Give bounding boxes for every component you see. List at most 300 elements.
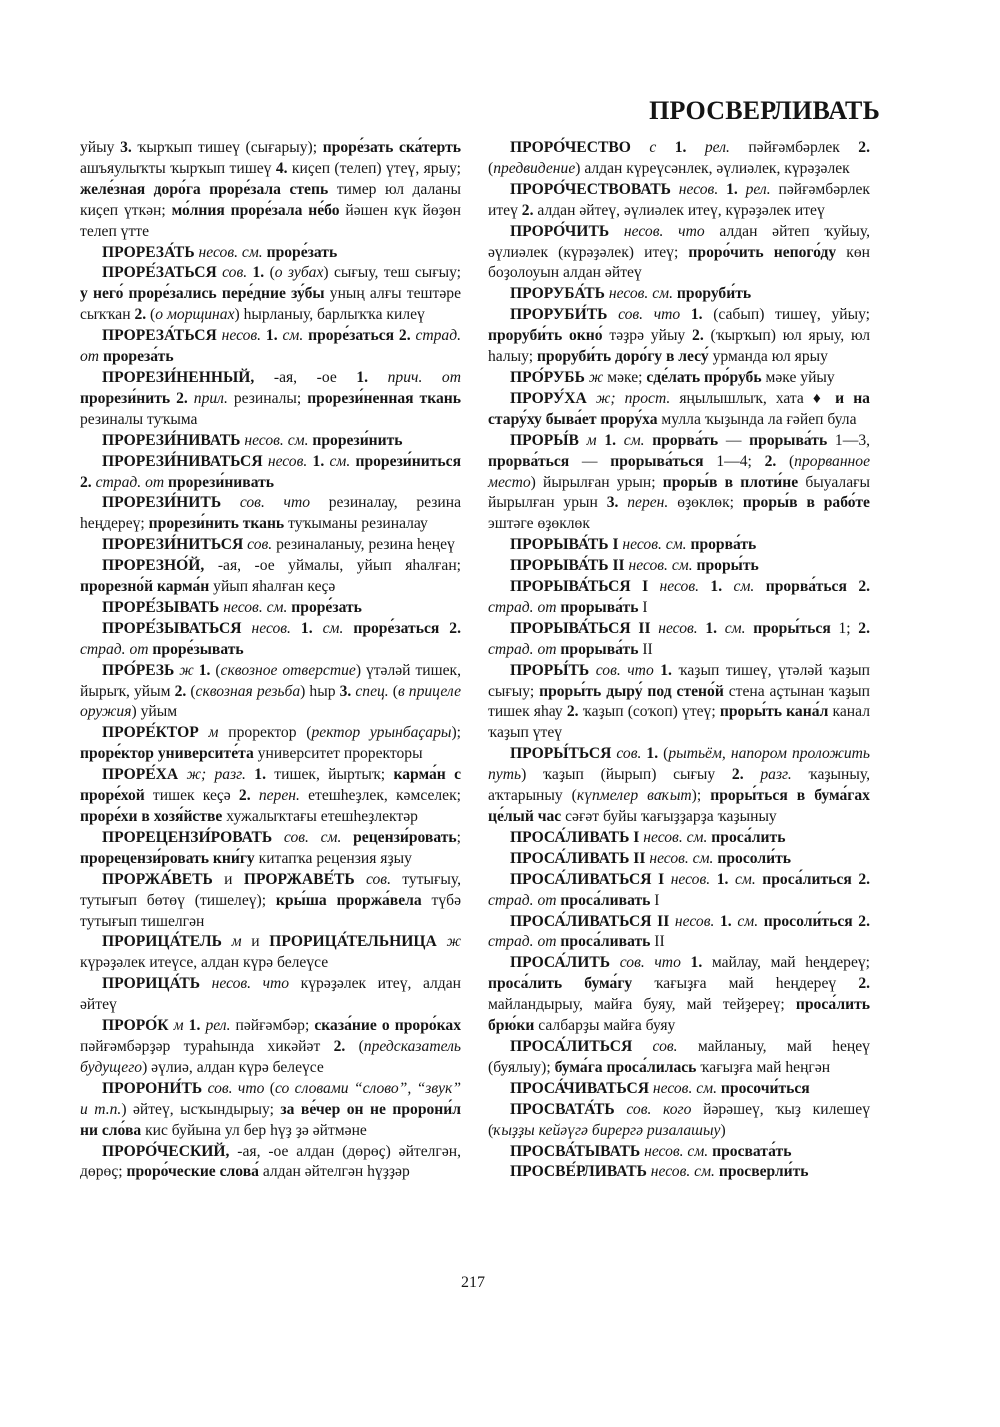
headword: ПРОРЕЗИ́НИТЬСЯ (102, 536, 244, 554)
definition-text: йәшен күк йөҙөн телеп үтте (80, 201, 461, 240)
headword: ПРОРО́ЧЕСКИЙ, (102, 1142, 230, 1160)
definition-text: ( (345, 1037, 364, 1055)
definition-text: урманда юл ярыу (708, 348, 828, 366)
bold-phrase: ♦ (812, 389, 827, 407)
bold-phrase: 2. (333, 1037, 346, 1055)
definition-text: эштәге өҙөклөк (488, 515, 590, 533)
dictionary-entry (488, 953, 870, 1037)
definition-text: ашъяулыҡты ҡырҡып тишеү (80, 159, 276, 177)
definition-text: 1—4; (703, 452, 765, 470)
grammar-label: сов. кого (614, 1100, 692, 1118)
bold-phrase: 3. (120, 139, 132, 156)
definition-text: ); (451, 724, 461, 742)
bold-phrase: 3. (606, 494, 619, 512)
definition-text: резиналаныу, резина һеңеү (272, 536, 455, 554)
headword: ПРОРЕ́ЗЫВАТЬСЯ (102, 619, 242, 637)
bold-phrase: 4. (275, 159, 288, 177)
definition-text: проректор ( (218, 724, 312, 742)
definition-text: I (638, 598, 648, 616)
headword: ПРОРЕ́ЗЫВАТЬ (102, 598, 220, 616)
headword: ПРОСА́ЛИВАТЬСЯ II (510, 912, 670, 930)
dictionary-entry (488, 535, 870, 556)
definition-text: резиналы туҡыма (80, 410, 198, 428)
bold-phrase: прорези́ненная ткань (307, 389, 461, 407)
bold-phrase: 2. (566, 703, 579, 721)
grammar-label: сов. (632, 1037, 678, 1055)
grammar-label: см. (717, 619, 746, 637)
bold-phrase: проса́литься 2. (755, 870, 871, 888)
headword: ПРОРЫ́В (510, 431, 579, 449)
bold-phrase: карма́н с проре́хой (80, 766, 461, 805)
grammar-label: см. (324, 452, 351, 470)
dictionary-entry (488, 1142, 870, 1163)
grammar-label: несов. (670, 180, 719, 198)
grammar-label: прорванное место (488, 452, 871, 491)
grammar-label: см. (722, 578, 755, 596)
definition-text: көн боҙолоуын алдан әйтеү (488, 243, 870, 282)
grammar-label: несов. см. (618, 536, 687, 554)
dictionary-entry (488, 912, 870, 954)
bold-phrase: 1. (680, 954, 703, 972)
bold-phrase: проро́чить непого́ду (688, 243, 837, 261)
headword: ПРОСВА́ТЫВАТЬ (510, 1142, 641, 1160)
dictionary-entry (80, 598, 461, 619)
grammar-label: страд. от (80, 640, 149, 658)
dictionary-entry (488, 870, 870, 912)
grammar-label: несов. (262, 452, 308, 470)
bold-phrase: бума́га проса́лилась (554, 1058, 697, 1076)
definition-text: -ая, -ое алдан (дөрөҫ) әйтелгән, дөрөҫ; (80, 1142, 461, 1181)
bold-phrase: 1. (247, 264, 265, 282)
grammar-label: несов. (664, 870, 711, 888)
bold-phrase: проре́ктор университе́та (80, 745, 254, 763)
bold-phrase: проро́ческие слова́ (126, 1163, 259, 1181)
headword: ПРОСВЕ́РЛИВАТЬ (510, 1163, 647, 1181)
definition-text: — (718, 431, 750, 449)
headword: ПРОРЕЗИ́НИТЬ (102, 494, 222, 512)
definition-text: уйып яһалған кеҫә (209, 578, 336, 596)
bold-phrase: прорва́ться (488, 452, 570, 470)
bold-phrase: проре́заться 2. (303, 327, 411, 345)
definition-text: ) үтәләй тишек, йырыҡ, уйым (80, 661, 462, 700)
dictionary-entry (488, 389, 870, 431)
definition-text: алдан әйтеп ҡуйыу, әүлиәлек (күрәҙәлек) итеү; (488, 222, 870, 261)
bold-phrase: прoруби́ть (673, 285, 752, 303)
bold-phrase: просвата́ть (708, 1142, 792, 1160)
bold-phrase: 1. (356, 368, 369, 386)
definition-text: I (650, 891, 660, 909)
definition-text: хужалыҡтағы етешһеҙлектәр (222, 808, 418, 825)
bold-phrase: проса́ливать (556, 891, 651, 909)
bold-phrase: прорыва́ться (610, 452, 704, 470)
grammar-label: сов. (611, 745, 642, 763)
grammar-label: м (198, 724, 219, 742)
bold-phrase: 1. (697, 619, 718, 637)
grammar-label: несов. (216, 327, 262, 345)
bold-phrase: проса́лить бума́гу (488, 975, 633, 993)
grammar-label: сов. что (607, 306, 681, 324)
dictionary-entry (80, 723, 461, 765)
grammar-label: перен. (618, 494, 669, 512)
grammar-label: несов. см. (240, 431, 309, 449)
definition-text: яңылышлыҡ, хата (670, 389, 813, 407)
headword: ПРО́РУБЬ (510, 368, 585, 386)
dictionary-entry (488, 828, 870, 849)
definition-text: туҡыманы резиналау (284, 515, 428, 533)
grammar-label: рытьём, напором проложить путь (488, 745, 871, 784)
grammar-label: о морщинах (155, 306, 235, 324)
headword: ПРОРЫВА́ТЬ I (510, 536, 619, 554)
grammar-label: см. (731, 912, 759, 930)
grammar-label: в прицеле оружия (80, 682, 462, 721)
definition-text: ( (488, 159, 494, 177)
grammar-label: несов. что (200, 975, 290, 993)
grammar-label: ж (174, 661, 194, 679)
bold-phrase: 1. (261, 327, 278, 345)
bold-phrase: проруби́ть окно́ (488, 327, 603, 345)
dictionary-entry (80, 243, 461, 264)
grammar-label: прил. (187, 389, 228, 407)
dictionary-entry (80, 1016, 461, 1079)
definition-text: мәке уйыу (761, 368, 835, 386)
grammar-label: несов. см. (219, 598, 288, 616)
bold-phrase: 2. (238, 787, 251, 805)
grammar-label: предвидение (493, 159, 576, 177)
definition-text: и (241, 933, 270, 951)
grammar-label: сов. что (589, 661, 654, 679)
grammar-label: см. (312, 619, 344, 637)
definition-text: ) әйтеү, ысҡындырыу; (121, 1100, 281, 1118)
dictionary-entry (80, 452, 461, 494)
definition-text: ( (776, 452, 795, 470)
bold-phrase: проре́заться 2. (343, 619, 461, 637)
bold-phrase: проре́хи в хозя́йстве (80, 808, 223, 825)
bold-phrase: просверли́ть (714, 1163, 809, 1181)
grammar-label: предсказатель будущего (80, 1037, 462, 1076)
bold-phrase: проре́зывать (148, 640, 244, 658)
bold-phrase: прорези́нивать (164, 473, 275, 491)
headword: ПРОРИЦА́ТЬ (102, 975, 201, 993)
headword: ПРОСА́ЛИТЬСЯ (510, 1037, 633, 1055)
definition-text: (ҡырҡып) юл ярыу, юл һалыу; (488, 327, 870, 366)
grammar-label: сов. что (221, 494, 311, 512)
dictionary-entry (488, 619, 870, 661)
grammar-label: страд. от (488, 598, 557, 616)
definition-text: ) ҡаҙып (йырып) сығыу (521, 766, 732, 784)
definition-text: ( (264, 1079, 275, 1097)
bold-phrase: проры́ть дыру́ под стено́й (539, 682, 724, 700)
definition-text: ) сығыу, теш сығыу; (323, 264, 462, 282)
bold-phrase: прорези́ниться 2. (80, 452, 462, 491)
bold-phrase: проса́ливать (556, 933, 651, 951)
headword: ПРОРЖАВЕ́ТЬ (243, 870, 355, 888)
grammar-label: прич. от (368, 368, 461, 386)
grammar-label: сов. (216, 264, 248, 282)
headword: ПРОРЕ́ЗАТЬСЯ (102, 264, 217, 282)
dictionary-entry (80, 535, 461, 556)
bold-phrase: кры́ша прoржа́вела (275, 891, 422, 909)
dictionary-entry (488, 138, 870, 180)
bold-phrase: 2. (134, 306, 147, 324)
grammar-label: несов. (650, 619, 698, 637)
definition-text: -ая, -ое уймалы, уйып яһалған; (204, 557, 461, 575)
bold-phrase: проруби́ть доро́гу в лесу́ (536, 348, 709, 366)
dictionary-entry (488, 222, 870, 285)
definition-text: ) уйым (131, 703, 178, 721)
definition-text: университет проректоры (253, 745, 423, 763)
definition-text: тутығыу, тутығып бөтөү (тишелеү); (80, 870, 461, 909)
grammar-label: ж (436, 933, 461, 951)
definition-text: -ая, -ое (254, 368, 357, 386)
bold-phrase: желе́зная доро́га проре́зала степь (80, 180, 329, 198)
definition-text: ) әүлиә, алдан күрә белеүсе (142, 1058, 324, 1076)
running-head: ПРОСВЕРЛИВАТЬ (649, 96, 880, 125)
definition-text: 1; (830, 619, 859, 637)
headword: ПРОРО́К (102, 1017, 169, 1035)
bold-phrase: 1. (307, 452, 325, 470)
headword: ПРОРЕЗИ́НИВАТЬ (102, 431, 241, 449)
bold-phrase: 2. (858, 975, 871, 993)
headword: ПРОРЕ́ХА (102, 766, 179, 784)
definition-text: ( (264, 264, 275, 282)
bold-phrase: прорва́ть (644, 431, 719, 449)
page-number: 217 (461, 1274, 485, 1291)
definition-text: ( (658, 745, 669, 763)
definition-text: йәрәшеү, ҡыҙ килешеү ( (488, 1100, 870, 1139)
headword: ПРОРИЦА́ТЕЛЬНИЦА (269, 933, 437, 951)
grammar-label: несов. см. (624, 557, 693, 575)
bold-phrase: прорыва́ть (556, 598, 639, 616)
bold-phrase: 1. (183, 1017, 201, 1035)
dictionary-entry (80, 1079, 461, 1142)
bold-phrase: прорецензи́ровать кни́гу (80, 849, 255, 867)
definition-text: ) алдан күреүсәнлек, әүлиәлек, күрәҙәлек (575, 159, 850, 177)
bold-phrase: прорези́нить 2. (80, 389, 188, 407)
definition-text: ) һырланыу, барлыҡҡа килеү (234, 306, 425, 324)
headword: ПРОРЫ́ТЬСЯ (510, 745, 612, 763)
headword: ПРОРО́ЧЕСТВО (510, 139, 631, 156)
bold-phrase: 1. (714, 912, 732, 930)
grammar-label: сквозное отверстие (220, 661, 356, 679)
headword: ПРОРЕЗИ́НИВАТЬСЯ (102, 452, 263, 470)
bold-phrase: рецензи́ровать (341, 828, 457, 846)
dictionary-entry (80, 619, 461, 661)
definition-text: түбә тутығып тишелгән (80, 891, 462, 930)
bold-phrase: мо́лния проре́зала не́бо (171, 201, 340, 219)
bold-phrase: проры́в в плоти́не (662, 473, 799, 491)
bold-phrase: прорыва́ть (556, 640, 639, 658)
definition-text: ҡаҙып (соҡоп) үтеү; (578, 703, 720, 721)
definition-text: ( (210, 661, 221, 679)
dictionary-entry (80, 765, 461, 828)
definition-text: пәйғәмбәрлек (729, 139, 859, 156)
grammar-label: рел. (737, 180, 771, 198)
grammar-label: несов. см. (645, 849, 714, 867)
grammar-label: сов. см. (272, 828, 342, 846)
definition-text: салбарҙы майға буяу (534, 1017, 676, 1035)
dictionary-entry (488, 849, 870, 870)
headword: ПРОРО́ЧИТЬ (510, 222, 610, 240)
definition-text: и (212, 870, 244, 888)
dictionary-entry (80, 932, 461, 974)
definition-text: майландырыу, майға буяу, май тейҙереү; (488, 996, 796, 1014)
dictionary-entry (80, 263, 461, 326)
definition-text: өҙөклөк; (668, 494, 743, 512)
bold-phrase: прореза́ть (99, 348, 174, 366)
definition-text: ( (388, 682, 398, 700)
bold-phrase: прорези́нить ткань (148, 515, 285, 533)
bold-phrase: просочи́ться (717, 1079, 810, 1097)
grammar-label: перен. (250, 787, 300, 805)
dictionary-entry (80, 138, 461, 243)
bold-phrase: прорези́нить (308, 431, 403, 449)
definition-text: ҡағыҙға май һеңдереү (632, 975, 859, 993)
headword: ПРОСА́ЛИВАТЬ I (510, 828, 640, 846)
grammar-label: күпмелер ваҡыт (576, 787, 692, 805)
headword: ПРОРЕЗА́ТЬ (102, 243, 195, 261)
definition-text: резиналау, резина һеңдереү; (80, 494, 461, 533)
left-column (80, 138, 461, 1183)
bold-phrase: за ве́чер он не пророни́л ни сло́ва (80, 1100, 461, 1139)
definition-text: тимер юл даланы киҫеп үткән; (80, 180, 461, 219)
definition-text: мәке; (603, 368, 647, 386)
bold-phrase: 1. (680, 306, 703, 324)
grammar-label: см. (616, 431, 645, 449)
grammar-label: сов. (243, 536, 273, 554)
grammar-label: несов. см. (639, 828, 708, 846)
definition-text: ; (456, 828, 461, 846)
headword: ПРОСА́ЛИВАТЬСЯ I (510, 870, 665, 888)
grammar-label: м (221, 933, 242, 951)
definition-text: быуалағы йырылған урын (488, 473, 870, 512)
bold-phrase: сде́лать про́рубь (646, 368, 762, 386)
bold-phrase: 2. (858, 139, 870, 156)
bold-phrase: проры́ться (745, 619, 831, 637)
definition-text: уның алғы тештәре сыҡҡан (80, 285, 461, 324)
headword: ПРОРЕЦЕНЗИ́РОВАТЬ (102, 828, 273, 846)
grammar-label: несов. (648, 578, 700, 596)
grammar-label: страд. от (488, 640, 557, 658)
definition-text: күрәҙәлек итеү, алдан әйтеү (80, 975, 461, 1014)
grammar-label: сов. что (610, 954, 681, 972)
grammar-label: сквозная резьба (195, 682, 301, 700)
definition-text: тишек, йыртыҡ; (265, 766, 394, 784)
definition-text: ) һыр (300, 682, 340, 700)
dictionary-entry (488, 661, 870, 745)
definition-text: алдан әйтеү, әүлиәлек итеү, күрәҙәлек итеү (533, 201, 825, 219)
bold-phrase: 2. (692, 327, 704, 345)
dictionary-entry (80, 556, 461, 598)
bold-phrase: проры́ться в бума́гах це́лый час (488, 787, 870, 825)
dictionary-entry (80, 1142, 461, 1184)
definition-text: алдан әйтелгән һүҙҙәр (258, 1163, 410, 1181)
headword: ПРОРЫВА́ТЬСЯ I (510, 578, 649, 596)
definition-text: ) йырылған урын; (530, 473, 663, 491)
bold-phrase: сказа́ние о проро́ках (314, 1017, 462, 1035)
bold-phrase: и на стару́ху быва́ет прору́ха (488, 389, 870, 428)
headword: ПРОРЕ́КТОР (102, 724, 199, 742)
bold-phrase: прорва́ться (754, 578, 847, 596)
definition-text: ) (720, 1121, 726, 1139)
grammar-label: страд. от (80, 327, 462, 366)
definition-text: ҡырҡып тишеү (сығарыу); (131, 139, 323, 156)
headword: ПРОРУБА́ТЬ (510, 285, 605, 303)
grammar-label: страд. от (488, 933, 557, 951)
definition-text: стена аҫтынан ҡаҙып тишек яһау (488, 682, 871, 721)
definition-text: етешһеҙлек, кәмселек; (299, 787, 461, 805)
definition-text: күрәҙәлек итеүсе, алдан күрә белеүсе (80, 954, 329, 972)
definition-text: пәйғәмбәрҙәр тураһында хикәйәт (80, 1037, 334, 1055)
definition-text: китапҡа рецензия яҙыу (254, 849, 412, 867)
dictionary-entry (80, 368, 461, 431)
bold-phrase: 2. (764, 452, 777, 470)
definition-text: — (569, 452, 611, 470)
bold-phrase: проса́лить брю́ки (488, 996, 870, 1035)
definition-text: киҫеп (телеп) үтеү, ярыу; (287, 159, 461, 177)
bold-phrase: 1. (245, 766, 266, 784)
bold-phrase: у него́ проре́зались пере́дние зу́бы (80, 285, 325, 303)
dictionary-entry (488, 1037, 870, 1079)
grammar-label: с (630, 139, 657, 156)
definition-text: тәҙрә уйыу (602, 327, 693, 345)
grammar-label: сов. что (202, 1079, 265, 1097)
definition-text: майлау, май һеңдереү; (702, 954, 871, 972)
bold-phrase: просоли́ть (713, 849, 791, 867)
definition-text: ( (186, 682, 196, 700)
bold-phrase: 1. (290, 619, 313, 637)
grammar-label: несов. см. (640, 1142, 709, 1160)
bold-phrase: 2. (846, 578, 871, 596)
bold-phrase: 1. (718, 180, 738, 198)
grammar-label: сов. (354, 870, 391, 888)
bold-phrase: 1. (596, 431, 617, 449)
bold-phrase: 1. (656, 139, 687, 156)
grammar-label: спец. (351, 682, 389, 700)
definition-text: канал ҡаҙып үтеү (488, 703, 870, 742)
bold-phrase: прорезно́й карма́н (80, 578, 210, 596)
grammar-label: рел. (686, 139, 730, 156)
headword: ПРОСВАТА́ТЬ (510, 1100, 615, 1118)
bold-phrase: 1. (710, 870, 729, 888)
bold-phrase: проре́зать (262, 243, 338, 261)
dictionary-entry (80, 974, 461, 1016)
dictionary-entry (80, 828, 461, 870)
dictionary-entry (488, 431, 870, 536)
grammar-label: несов. см. (604, 285, 674, 303)
dictionary-entry (488, 284, 870, 305)
bold-phrase: 3. (339, 682, 352, 700)
headword: ПРОСА́ЛИТЬ (510, 954, 611, 972)
dictionary-entry (488, 1079, 870, 1100)
headword: ПРОРЕЗНО́Й, (102, 557, 205, 575)
grammar-label: несов. см. (646, 1163, 715, 1181)
dictionary-entry (488, 180, 870, 222)
right-column (488, 138, 870, 1183)
headword: ПРО́РЕЗЬ (102, 661, 175, 679)
definition-text: кис буйына ул бер һүҙ ҙә әйтмәне (141, 1121, 367, 1139)
bold-phrase: проре́зать ска́терть (322, 139, 461, 156)
grammar-label: несов. см. (649, 1079, 718, 1097)
grammar-label: ж; прост. (586, 389, 671, 407)
grammar-label: о зубах (274, 264, 324, 282)
grammar-label: ҡыҙҙы кейәүгә бирергә ризалашыу (493, 1121, 721, 1139)
headword: ПРОРЕЗИ́НЕННЫЙ, (102, 368, 255, 386)
definition-text: ҡаҙып тишеү, үтәләй ҡаҙып сығыу; (488, 661, 870, 700)
definition-text: майланыу, май һеңеү (буялыу); (488, 1037, 870, 1076)
definition-text: ҡағыҙға май һеңгән (696, 1058, 831, 1076)
definition-text: II (650, 933, 665, 951)
headword: ПРОСА́ЧИВАТЬСЯ (510, 1079, 649, 1097)
